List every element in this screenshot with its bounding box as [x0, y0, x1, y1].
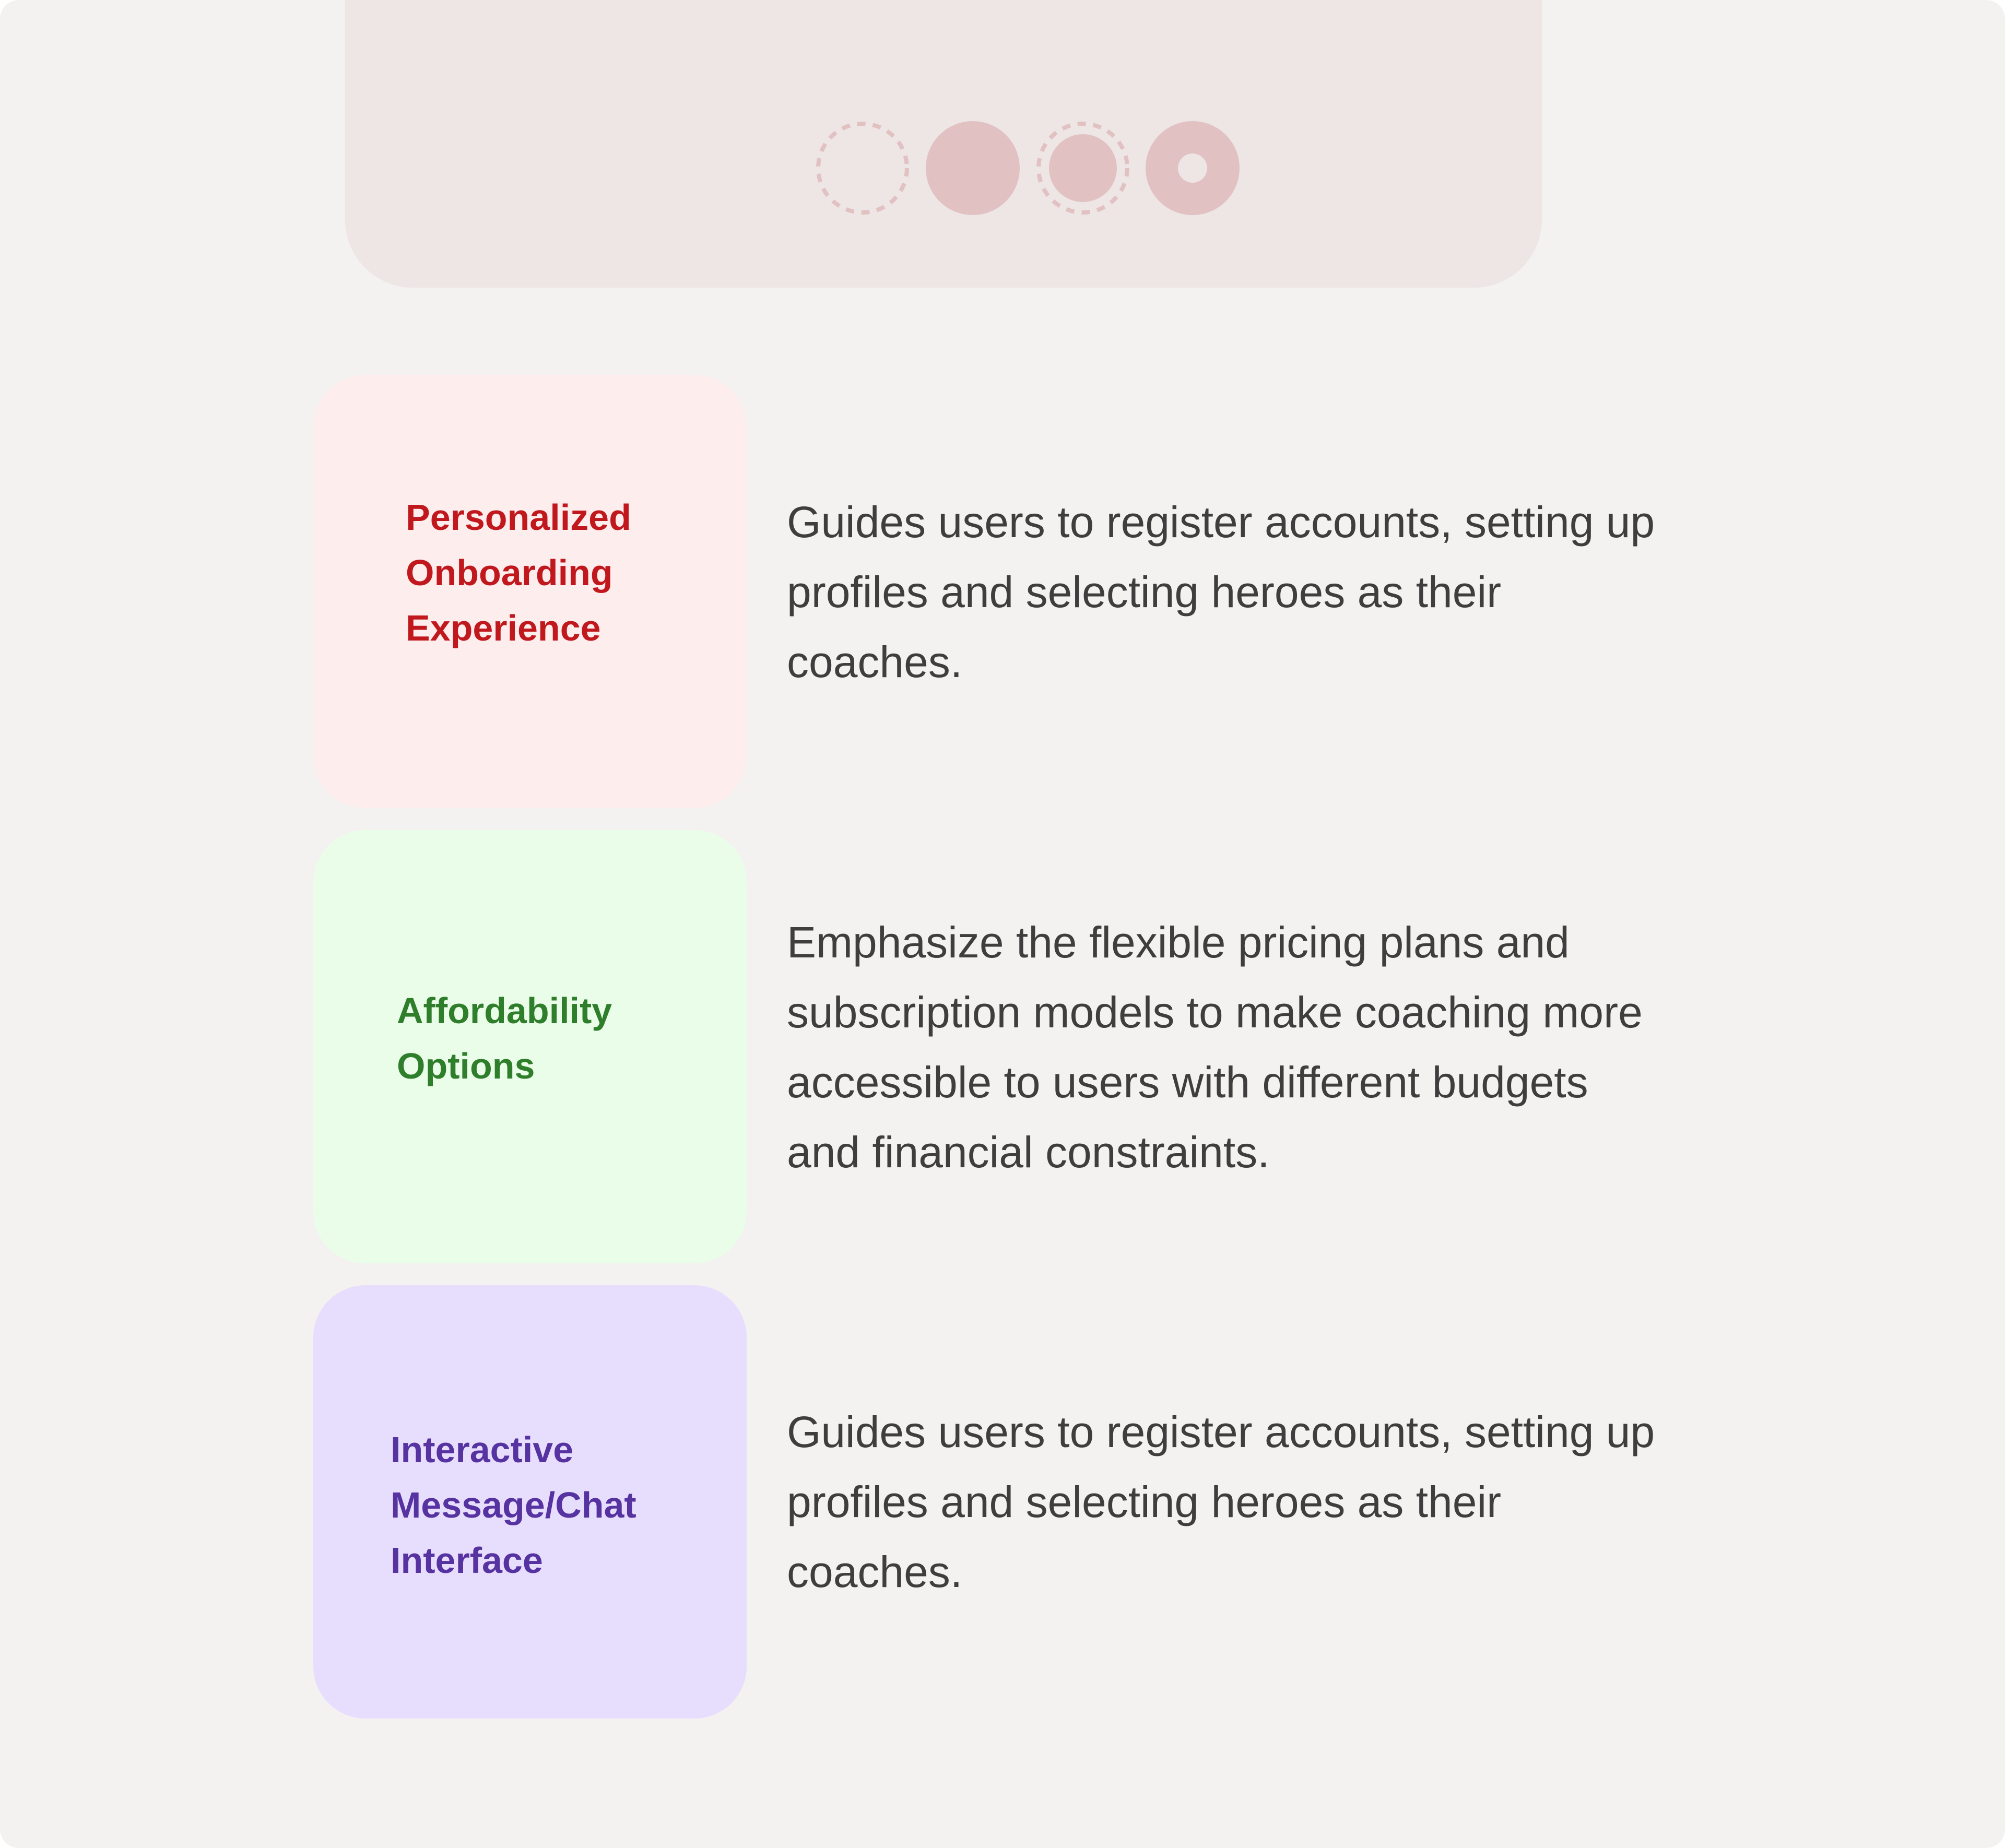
feature-title-line: Experience: [406, 608, 601, 648]
feature-card-chat: [313, 1285, 747, 1719]
ring-with-dot-icon: [1146, 121, 1240, 215]
feature-title: [391, 1422, 636, 1588]
description-line: Emphasize the flexible pricing plans and: [787, 918, 1570, 967]
description-line: and financial constraints.: [787, 1128, 1270, 1177]
dashed-ring-icon: [818, 124, 907, 212]
feature-card-affordability: [313, 830, 747, 1263]
description-line: coaches.: [787, 637, 963, 686]
description-line: coaches.: [787, 1547, 963, 1596]
filled-circle-dashed-ring-icon: [1039, 124, 1127, 212]
feature-card-onboarding: [313, 375, 747, 808]
description-line: accessible to users with different budgets: [787, 1058, 1588, 1107]
description-line: subscription models to make coaching more: [787, 988, 1643, 1037]
feature-title-line: Interactive: [391, 1429, 574, 1470]
feature-title-line: Options: [397, 1046, 535, 1086]
feature-title: [397, 983, 612, 1094]
feature-title-line: Affordability: [397, 990, 612, 1031]
description-line: Guides users to register accounts, setting up: [787, 497, 1655, 547]
step-indicators: [816, 121, 1240, 215]
feature-title-line: Onboarding: [406, 552, 613, 593]
description-line: profiles and selecting heroes as their: [787, 1477, 1502, 1526]
feature-title-line: Message/Chat: [391, 1485, 636, 1525]
description-line: profiles and selecting heroes as their: [787, 567, 1502, 617]
feature-description: [787, 907, 1643, 1187]
feature-title-line: Interface: [391, 1540, 543, 1581]
feature-description: [787, 487, 1655, 697]
feature-title-line: Personalized: [406, 497, 631, 538]
feature-title: [406, 490, 631, 656]
filled-circle-icon: [926, 121, 1020, 215]
description-line: Guides users to register accounts, setting up: [787, 1407, 1655, 1456]
feature-description: [787, 1397, 1655, 1607]
